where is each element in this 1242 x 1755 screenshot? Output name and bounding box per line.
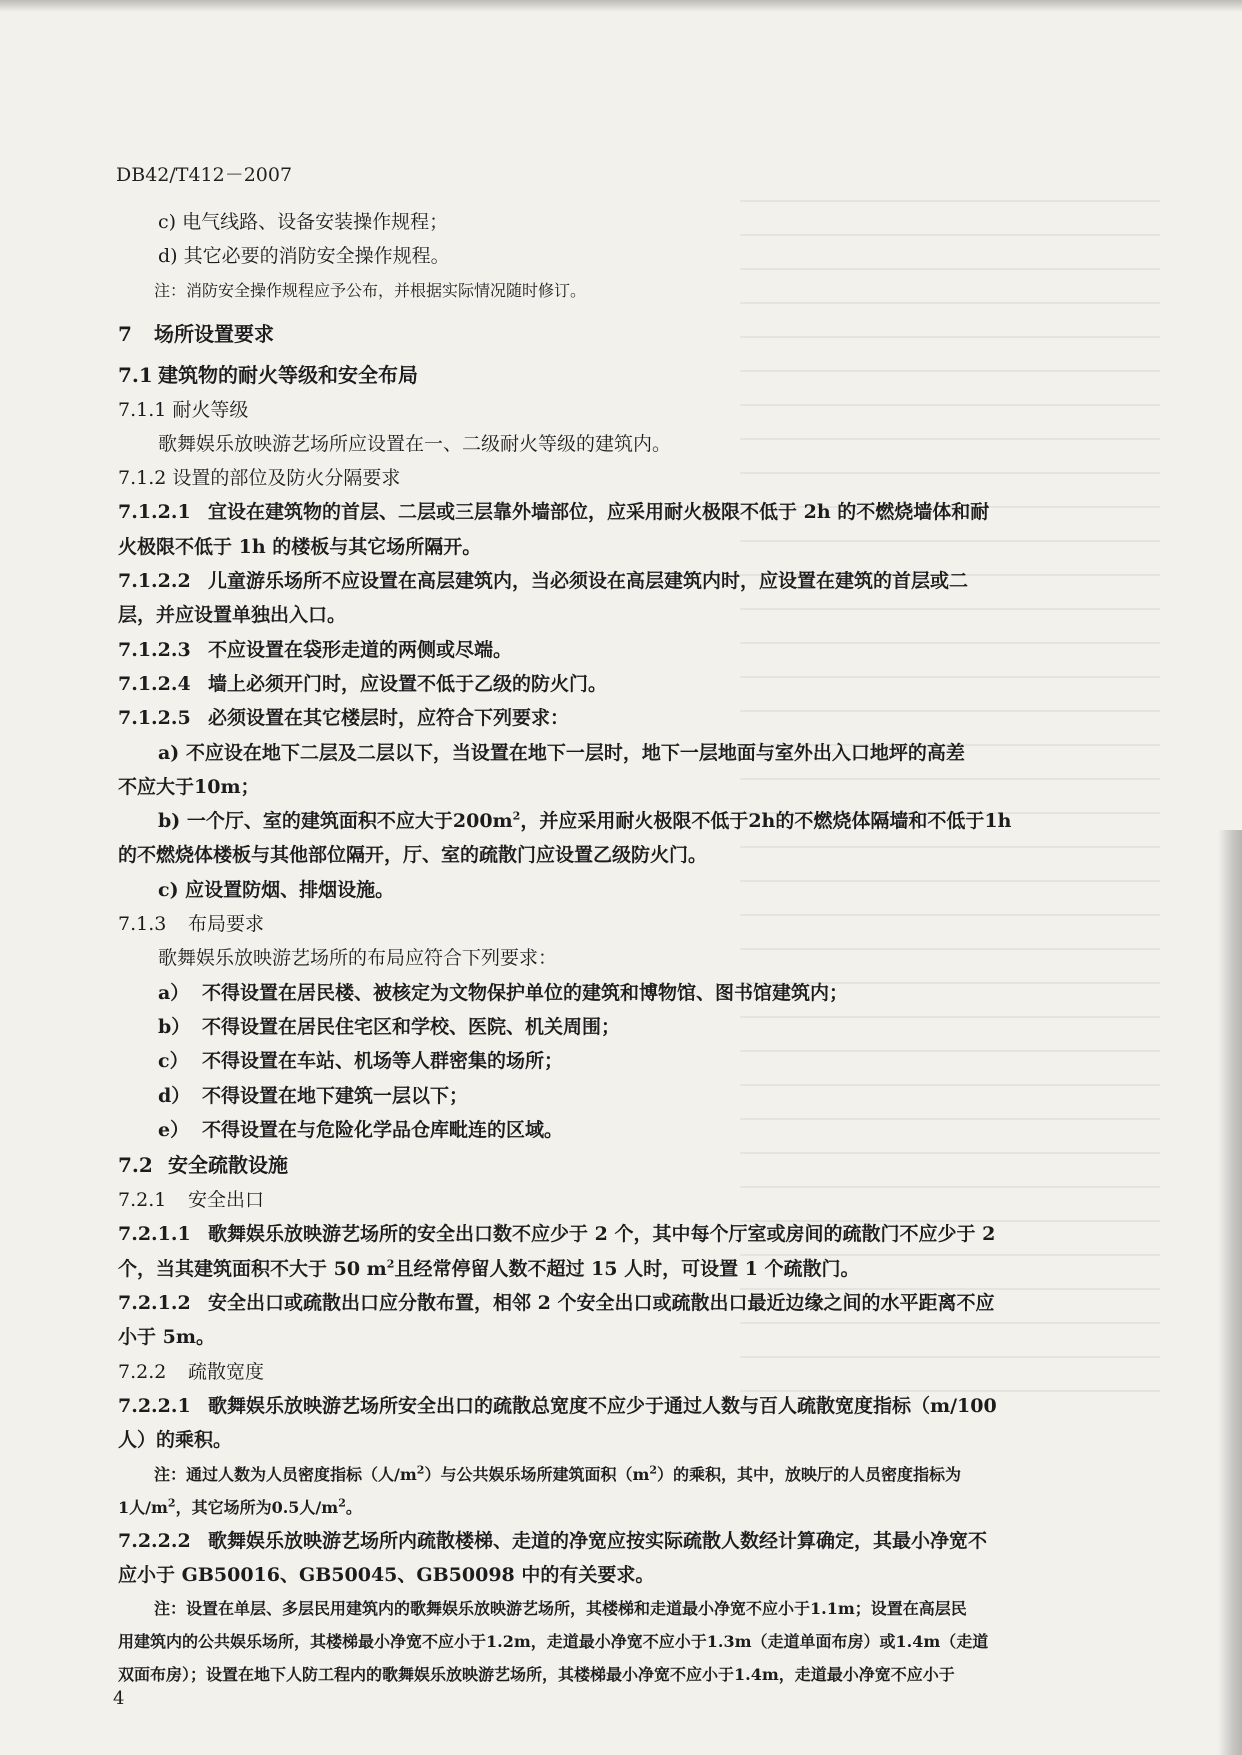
section-7-2-heading [118, 1147, 1086, 1183]
note-1: 注：消防安全操作规程应予公布，并根据实际情况随时修订。 [154, 280, 587, 300]
text: 。 [345, 1497, 362, 1517]
text: 个，当其建筑面积不大于 50 m [118, 1257, 387, 1280]
item-label: e） [158, 1118, 190, 1141]
clause-number: 7.1.2.4 [118, 672, 191, 695]
document-code-header: DB42/T412－2007 [116, 164, 293, 186]
clause-7-1-2-1 [118, 495, 1086, 529]
item-label: d） [158, 1084, 191, 1107]
clause-7-1-2-3 [118, 633, 1086, 667]
text: b) 一个厅、室的建筑面积不应大于200m [158, 810, 513, 833]
section-number: 7.2.1 [118, 1189, 167, 1212]
clause-7-1-2-2 [118, 564, 1086, 598]
clause-text: 宜设在建筑物的首层、二层或三层靠外墙部位，应采用耐火极限不低于 2h 的不燃烧墙体和耐 [208, 501, 990, 524]
section-number: 7.1 [118, 362, 153, 387]
clause-number: 7.2.1.1 [118, 1223, 191, 1246]
section-title: 建筑物的耐火等级和安全布局 [158, 362, 418, 387]
clause-number: 7.2.2.1 [118, 1394, 191, 1417]
section-title: 布局要求 [188, 913, 265, 936]
clause-text: 歌舞娱乐放映游艺场所的安全出口数不应少于 2 个，其中每个厅室或房间的疏散门不应少于 2 [208, 1223, 996, 1246]
item-text: 不得设置在车站、机场等人群密集的场所； [202, 1050, 564, 1073]
layout-item-a [118, 976, 1086, 1010]
clause-7-2-1-1 [118, 1217, 1086, 1251]
list-item-c: c) 电气线路、设备安装操作规程； [158, 211, 449, 233]
clause-continuation: 应小于 GB50016、GB50045、GB50098 中的有关要求。 [118, 1563, 655, 1586]
requirement-continuation: 不应大于10m； [118, 775, 260, 798]
text: ，其它场所为0.5人/m [175, 1497, 339, 1517]
clause-continuation: 层，并应设置单独出入口。 [118, 604, 347, 627]
section-7-2-1-heading [118, 1183, 1086, 1217]
clause-7-2-2-1 [118, 1389, 1086, 1423]
text: ，并应采用耐火极限不低于2h的不燃烧体隔墙和不低于1h [520, 810, 1012, 833]
requirement-b [118, 804, 1086, 838]
section-7-1-heading [118, 357, 1086, 393]
paragraph: 歌舞娱乐放映游艺场所应设置在一、二级耐火等级的建筑内。 [158, 432, 672, 455]
clause-number: 7.1.2.5 [118, 707, 191, 730]
superscript: 2 [649, 1463, 658, 1477]
list-item-d: d) 其它必要的消防安全操作规程。 [158, 245, 450, 268]
clause-text: 必须设置在其它楼层时，应符合下列要求： [208, 707, 570, 730]
layout-item-b [118, 1010, 1086, 1044]
clause-continuation: 人）的乘积。 [118, 1429, 233, 1452]
superscript: 2 [512, 809, 521, 823]
clause-continuation [118, 1252, 1086, 1286]
section-title: 场所设置要求 [154, 321, 274, 346]
item-text: 不得设置在地下建筑一层以下； [202, 1084, 469, 1107]
clause-text: 不应设置在袋形走道的两侧或尽端。 [208, 638, 513, 661]
superscript: 2 [386, 1257, 395, 1271]
section-7-2-2-heading [118, 1355, 1086, 1389]
text: 1人/m [118, 1497, 168, 1517]
clause-7-1-2-4 [118, 667, 1086, 701]
note-3-continuation: 用建筑内的公共娱乐场所，其楼梯最小净宽不应小于1.2m，走道最小净宽不应小于1.3m（走道单面布房）或1.4m（走道 [118, 1632, 989, 1652]
requirement-continuation: 的不燃烧体楼板与其他部位隔开，厅、室的疏散门应设置乙级防火门。 [118, 844, 708, 867]
section-title: 安全出口 [188, 1189, 265, 1212]
clause-number: 7.1.2.3 [118, 638, 191, 661]
clause-continuation: 小于 5m。 [118, 1326, 215, 1349]
clause-7-1-2-5 [118, 701, 1086, 735]
item-label: a） [158, 981, 190, 1004]
text: 注：通过人数为人员密度指标（人/m [154, 1464, 417, 1484]
paragraph: 歌舞娱乐放映游艺场所的布局应符合下列要求： [158, 947, 558, 970]
section-7-1-2-heading: 7.1.2 设置的部位及防火分隔要求 [118, 467, 401, 490]
layout-item-d [118, 1079, 1086, 1113]
section-7-1-1-heading: 7.1.1 耐火等级 [118, 398, 249, 421]
item-text: 不得设置在居民楼、被核定为文物保护单位的建筑和博物馆、图书馆建筑内； [202, 981, 849, 1004]
clause-text: 墙上必须开门时，应设置不低于乙级的防火门。 [208, 672, 608, 695]
note-2 [118, 1458, 1086, 1491]
item-label: c） [158, 1050, 189, 1073]
section-number: 7.2 [118, 1153, 153, 1178]
text: ）的乘积，其中，放映厅的人员密度指标为 [657, 1464, 962, 1484]
clause-number: 7.2.1.2 [118, 1292, 191, 1315]
item-text: 不得设置在与危险化学品仓库毗连的区域。 [202, 1118, 564, 1141]
superscript: 2 [338, 1496, 346, 1510]
section-7-heading [118, 315, 1086, 353]
page-right-shadow [1218, 830, 1242, 1755]
note-2-continuation [118, 1491, 1086, 1524]
layout-item-e [118, 1113, 1086, 1147]
section-7-1-3-heading [118, 907, 1086, 941]
text: ）与公共娱乐场所建筑面积（m [424, 1464, 650, 1484]
clause-number: 7.1.2.1 [118, 501, 191, 524]
item-label: b） [158, 1015, 191, 1038]
section-number: 7 [118, 321, 132, 346]
requirement-c: c) 应设置防烟、排烟设施。 [158, 878, 395, 901]
note-3-continuation: 双面布房）；设置在地下人防工程内的歌舞娱乐放映游艺场所，其楼梯最小净宽不应小于1.4m，走道最小净宽不应小于 [118, 1665, 955, 1685]
text: 且经常停留人数不超过 15 人时，可设置 1 个疏散门。 [394, 1257, 860, 1280]
document-body [118, 205, 1086, 1691]
clause-number: 7.2.2.2 [118, 1529, 191, 1552]
requirement-a: a) 不应设在地下二层及二层以下，当设置在地下一层时，地下一层地面与室外出入口地坪的高差 [158, 741, 965, 764]
clause-7-2-1-2 [118, 1286, 1086, 1320]
clause-text: 歌舞娱乐放映游艺场所内疏散楼梯、走道的净宽应按实际疏散人数经计算确定，其最小净宽不 [208, 1529, 988, 1552]
clause-text: 安全出口或疏散出口应分散布置，相邻 2 个安全出口或疏散出口最近边缘之间的水平距离不应 [208, 1292, 995, 1315]
clause-text: 歌舞娱乐放映游艺场所安全出口的疏散总宽度不应少于通过人数与百人疏散宽度指标（m/100 [208, 1394, 997, 1417]
clause-number: 7.1.2.2 [118, 570, 191, 593]
section-number: 7.1.3 [118, 913, 167, 936]
section-number: 7.2.2 [118, 1360, 167, 1383]
page-number: 4 [113, 1688, 125, 1709]
clause-continuation: 火极限不低于 1h 的楼板与其它场所隔开。 [118, 535, 482, 558]
section-title: 安全疏散设施 [168, 1153, 288, 1178]
page-top-shadow [0, 0, 1242, 12]
superscript: 2 [167, 1496, 176, 1510]
clause-7-2-2-2 [118, 1524, 1086, 1558]
item-text: 不得设置在居民住宅区和学校、医院、机关周围； [202, 1015, 621, 1038]
clause-text: 儿童游乐场所不应设置在高层建筑内，当必须设在高层建筑内时，应设置在建筑的首层或二 [208, 570, 969, 593]
layout-item-c [118, 1044, 1086, 1078]
section-title: 疏散宽度 [188, 1360, 265, 1383]
superscript: 2 [416, 1463, 425, 1477]
note-3: 注：设置在单层、多层民用建筑内的歌舞娱乐放映游艺场所，其楼梯和走道最小净宽不应小于1.1m；设置在高层民 [154, 1599, 967, 1619]
